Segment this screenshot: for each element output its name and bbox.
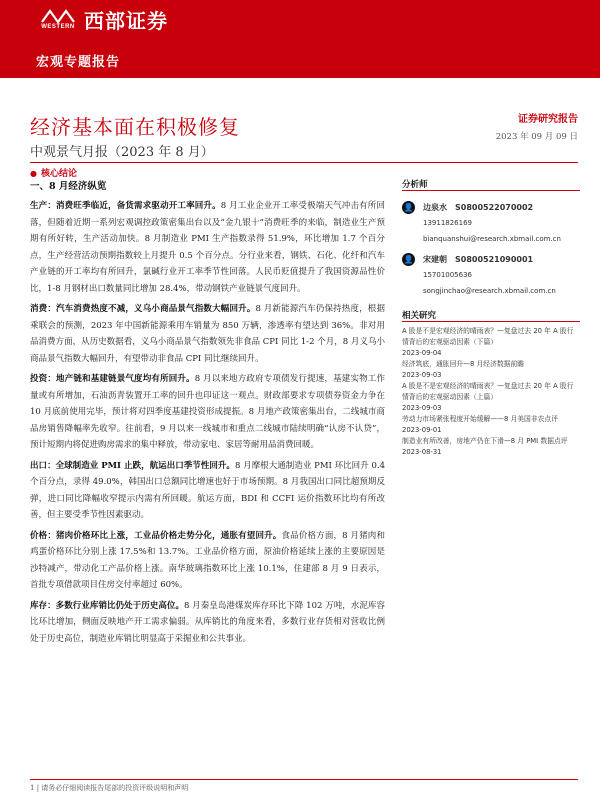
footer: 1 | 请务必仔细阅读报告尾部的投资评级说明和声明 [30, 784, 189, 792]
header-band [0, 0, 600, 78]
lead-consumption: 消费：汽车消费热度不减，义乌小商品景气指数大幅回升。 [30, 304, 256, 314]
core-conclusion-label: 核心结论 [40, 169, 77, 179]
related-item[interactable] [402, 414, 580, 436]
analyst-2-cert: S0800521090001 [455, 254, 534, 264]
related-item[interactable] [402, 381, 580, 414]
related-item[interactable] [402, 326, 580, 359]
related-item-text[interactable]: 制造业有所改善，房地产仍在下滑—8 月 PMI 数据点评 [402, 437, 568, 445]
paragraph-consumption [30, 301, 385, 367]
report-type: 宏观专题报告 [36, 55, 121, 70]
related-item[interactable] [402, 436, 580, 458]
lead-export: 出口：全球制造业 PMI 止跌，航运出口季节性回升。 [30, 460, 235, 471]
related-item[interactable] [402, 359, 580, 381]
footer-rule [30, 779, 578, 780]
main-content [30, 178, 385, 651]
analyst-2-email[interactable]: songjinchao@research.xbmail.com.cn [423, 287, 556, 295]
paragraph-price [30, 528, 385, 594]
related-item-date: 2023-08-31 [402, 448, 442, 456]
section-heading: 一、8 月经济纵览 [30, 181, 107, 192]
analyst-1-phone-row [402, 215, 580, 231]
logo-english: WESTERN [41, 24, 75, 30]
report-subtitle: 中观景气月报（2023 年 8 月） [30, 145, 214, 160]
body-price: 食品价格方面，8 月猪肉和鸡蛋价格环比分别上涨 17.5%和 13.7%。工业品价格方面，原油价格延续上涨的主要原因是沙特减产，带动化工产品价格上涨。南华玻璃指数环比上涨 10.1%，住建部 8 月 9 日表示，首批专项借款项目住房交付率超过 60%。 [30, 530, 385, 590]
paragraph-investment [30, 371, 385, 454]
analyst-2-email-row[interactable] [402, 283, 580, 299]
bullet-icon: ● [30, 168, 37, 178]
footer-disclaimer: 请务必仔细阅读报告尾部的投资评级说明和声明 [41, 784, 189, 792]
paragraph-inventory [30, 598, 385, 648]
lead-production: 生产：消费旺季临近，备货需求驱动开工率回升。 [30, 201, 221, 211]
body-inventory: 8 月秦皇岛港煤炭库存环比下降 102 万吨，水泥库容比环比增加，侧面反映地产开工需求偏弱。从库销比的角度来看，多数行业存货相对营收比例处于历史高位，制造业库销比明显高于采掘业和公共事业。 [30, 600, 385, 644]
analyst-1-name: 边泉水 [423, 202, 447, 212]
related-item-date: 2023-09-04 [402, 349, 442, 357]
analyst-1-cert: S0800522070002 [455, 202, 534, 212]
body-investment: 8 月以来地方政府专项债发行提速，基建实物工作量或有所增加，石油沥青装置开工率的回升也印证这一观点。财政部要求专项债券资金力争在 10 月底前使用完毕，预计将对四季度基建投资形成提振。8 月地产政策密集出台，二线城市商品房销售降幅率先收窄。往前看，9 月以来一线城市和重点二线城市陆续明确“认房不认贷”，预计短期内将促进购房需求的集中释放，带动家电、家居等耐用品消费回暖。 [30, 374, 385, 450]
analyst-1 [402, 199, 580, 215]
body-export: 8 月摩根大通制造业 PMI 环比回升 0.4 个百分点，录得 49.0%，韩国出口总额同比增速也好于市场预期。8 月我国出口同比超预期反弹，进口同比降幅收窄提示内需有所回暖。航运方面，BDI 和 CCFI 运价指数环比均有所改善，但主要受季节性因素驱动。 [30, 460, 385, 520]
lead-price: 价格：猪肉价格环比上涨，工业品价格走势分化，通胀有望回升。 [30, 530, 282, 541]
analyst-2-phone: 15701005636 [423, 271, 472, 279]
related-item-text[interactable]: A 股是不是宏观经济的晴雨表？—复盘过去 20 年 A 股行情背后的宏观驱动因素（下篇） [402, 327, 574, 346]
paragraph-export [30, 458, 385, 524]
report-date: 2023 年 09 月 09 日 [495, 132, 578, 142]
lead-investment: 投资：地产链和基建链景气度均有所回升。 [30, 374, 195, 384]
related-item-date: 2023-09-03 [402, 404, 442, 412]
analysts-title: 分析师 [402, 178, 580, 191]
related-research-title: 相关研究 [402, 309, 580, 322]
western-logo-icon [38, 8, 78, 24]
related-item-text[interactable]: A 股是不是宏观经济的晴雨表？—复盘过去 20 年 A 股行情背后的宏观驱动因素（上篇） [402, 382, 574, 401]
related-item-text[interactable]: 经济筑底，通胀回升—8 月经济数据前瞻 [402, 360, 525, 368]
analyst-1-email[interactable]: bianquanshui@research.xbmail.com.cn [423, 235, 561, 243]
person-icon: 👤 [403, 202, 414, 212]
report-label: 证券研究报告 [518, 114, 578, 125]
person-icon: 👤 [403, 254, 414, 264]
logo-chinese: 西部证券 [84, 9, 168, 33]
lead-inventory: 库存：多数行业库销比仍处于历史高位。 [30, 600, 185, 611]
body-consumption: 8 月新能源汽车仍保持热度，根据乘联会的预测，2023 年中国新能源乘用车销量为 850 万辆，渗透率有望达到 36%。非对用品消费方面，从历史数据看，义乌小商品景气指数领先非食品 CPI 同比 1-2 个月，8 月义乌小商品景气指数大幅回升，有望带动非食品 CPI 同比继续回升。 [30, 304, 385, 364]
page-number: 1 [30, 784, 35, 792]
related-item-text[interactable]: 劳动力市场紧张程度开始缓解——8 月美国非农点评 [402, 415, 559, 423]
paragraph-production [30, 198, 385, 297]
analyst-1-email-row[interactable] [402, 231, 580, 247]
report-title: 经济基本面在积极修复 [30, 115, 240, 139]
analyst-2-phone-row [402, 267, 580, 283]
title-rule [30, 162, 578, 163]
related-item-date: 2023-09-01 [402, 426, 442, 434]
analyst-1-phone: 13911826169 [423, 219, 472, 227]
related-item-date: 2023-09-03 [402, 371, 442, 379]
analyst-2 [402, 251, 580, 267]
sidebar [402, 178, 580, 458]
body-production: 8 月工业企业开工率受极端天气冲击有所回落，但随着近期一系列宏观调控政策密集出台以及“金九银十”消费旺季的来临，制造业生产预期有所好转，生产活动加快。8 月制造业 PMI 生产指数录得 51.9%，环比增加 1.7 个百分点，生产经营活动预期指数较上月提升 0.5 个百分点。分行业来看，钢铁、石化、化纤和汽车产业链的开工率均有所回升，氯碱行业开工率季节性回落。人民币贬值提升了我国资源品性价比，1-8 月钢材出口数量同比增加 28.4%，带动钢铁产业链景气度回升。 [30, 201, 385, 294]
analyst-2-name: 宋建朝 [423, 254, 447, 264]
